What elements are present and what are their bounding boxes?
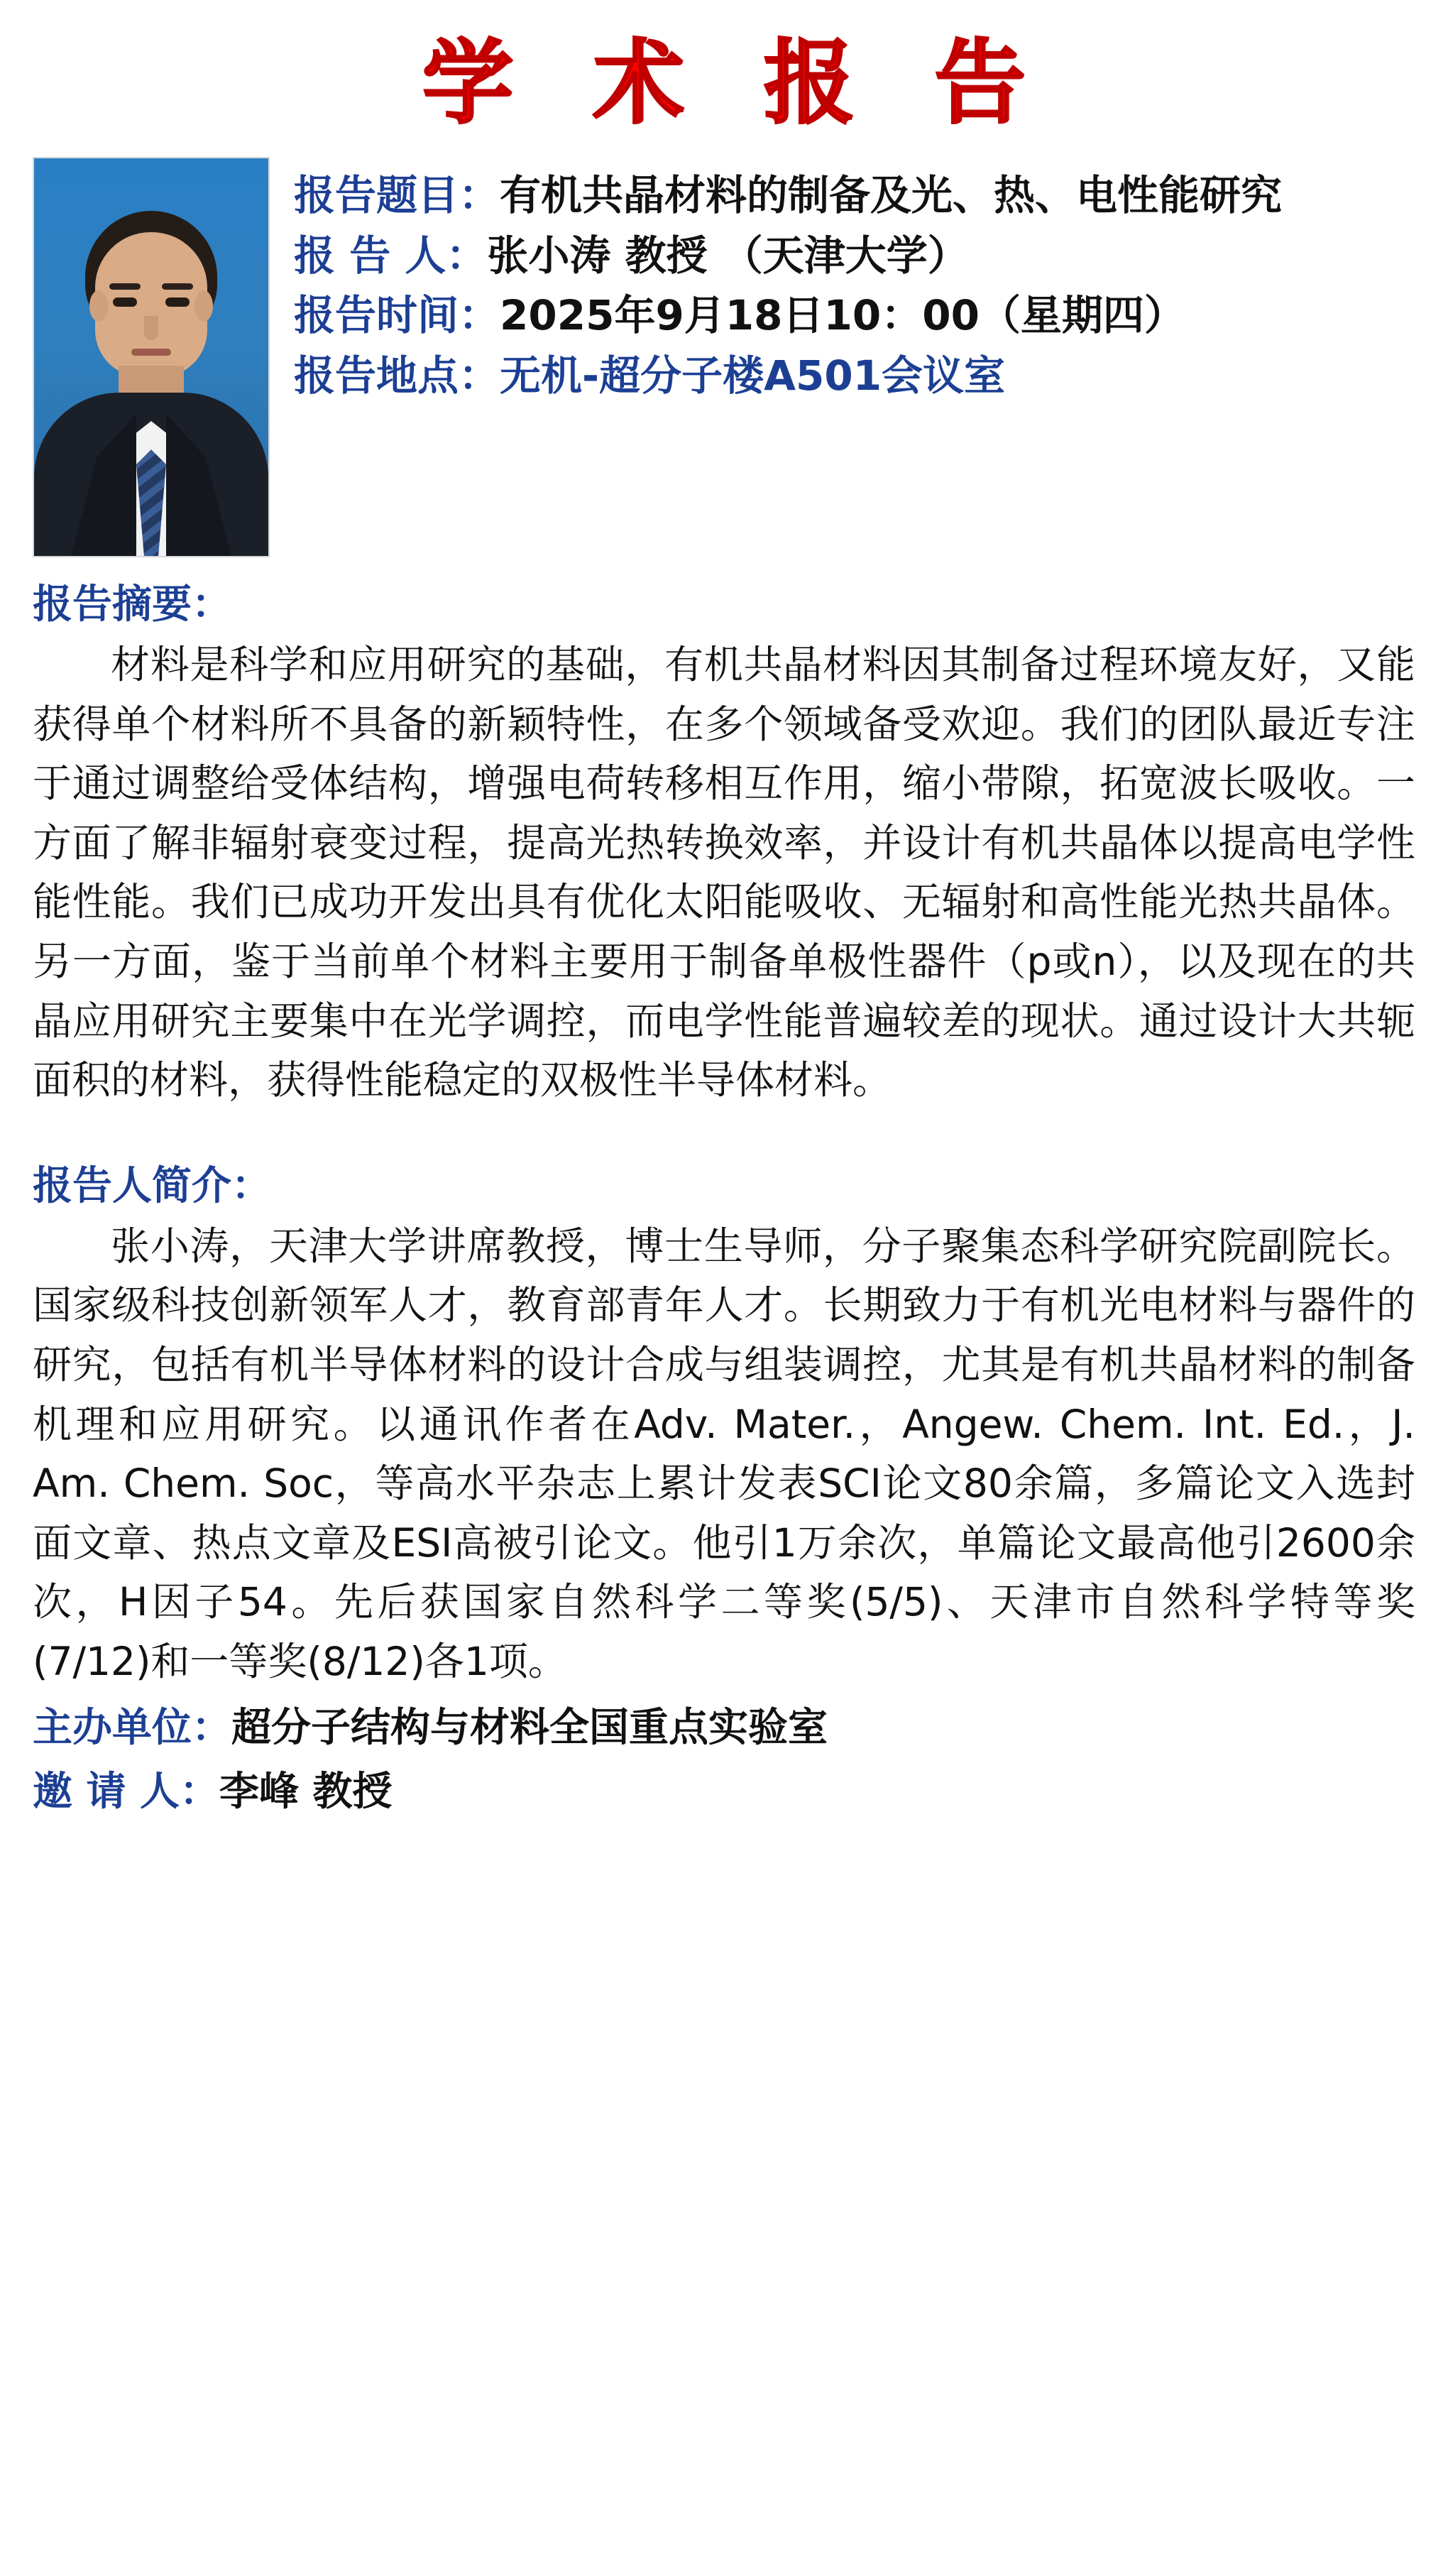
portrait-brow-right bbox=[162, 283, 193, 290]
talk-topic-value: 有机共晶材料的制备及光、热、电性能研究 bbox=[500, 171, 1283, 220]
talk-time-value: 2025年9月18日10：00（星期四） bbox=[500, 291, 1185, 340]
organizer-label: 主办单位： bbox=[33, 1704, 231, 1751]
talk-topic-row bbox=[294, 168, 1415, 223]
talk-speaker-label: 报 告 人： bbox=[294, 231, 488, 280]
bio-heading: 报告人简介： bbox=[33, 1162, 271, 1209]
poster-title-container bbox=[33, 20, 1415, 150]
bio-text: 张小涛，天津大学讲席教授，博士生导师，分子聚集态科学研究院副院长。国家级科技创新领军人才，教育部青年人才。长期致力于有机光电材料与器件的研究，包括有机半导体材料的设计合成与组装调控，尤其是有机共晶材料的制备机理和应用研究。以通讯作者在Adv. Mater.，Angew. Chem. Int. Ed.，J. Am. Chem. Soc，等高水平杂志上累计发表SCI论文80余篇，多篇论文入选封面文章、热点文章及ESI高被引论文。他引1万余次，单篇论文最高他引2600余次，H因子54。先后获国家自然科学二等奖(5/5)、天津市自然科学特等奖(7/12)和一等奖(8/12)各1项。 bbox=[33, 1223, 1415, 1684]
talk-venue-row bbox=[294, 349, 1415, 403]
portrait-eye-left bbox=[113, 298, 137, 307]
abstract-heading: 报告摘要： bbox=[33, 582, 231, 628]
talk-venue-label: 报告地点： bbox=[294, 351, 500, 400]
talk-meta bbox=[294, 157, 1415, 408]
talk-time-label: 报告时间： bbox=[294, 291, 500, 340]
organizer-row bbox=[33, 1701, 1415, 1756]
speaker-photo bbox=[33, 157, 270, 557]
inviter-row bbox=[33, 1764, 1415, 1820]
portrait-brow-left bbox=[109, 283, 141, 290]
portrait-ear-right bbox=[194, 290, 213, 322]
talk-topic-label: 报告题目： bbox=[294, 171, 500, 220]
portrait-eye-right bbox=[165, 298, 190, 307]
inviter-label: 邀 请 人： bbox=[33, 1768, 219, 1815]
page-title: 学 术 报 告 bbox=[422, 31, 1050, 136]
portrait-ear-left bbox=[89, 290, 108, 322]
talk-time-row bbox=[294, 288, 1415, 343]
header-block bbox=[33, 157, 1415, 557]
talk-speaker-value: 张小涛 教授 （天津大学） bbox=[487, 231, 969, 280]
talk-speaker-row bbox=[294, 229, 1415, 283]
talk-venue-value: 无机-超分子楼A501会议室 bbox=[500, 351, 1006, 400]
abstract-text: 材料是科学和应用研究的基础，有机共晶材料因其制备过程环境友好，又能获得单个材料所不具备的新颖特性，在多个领域备受欢迎。我们的团队最近专注于通过调整给受体结构，增强电荷转移相互作用，缩小带隙，拓宽波长吸收。一方面了解非辐射衰变过程，提高光热转换效率，并设计有机共晶体以提高电学性能性能。我们已成功开发出具有优化太阳能吸收、无辐射和高性能光热共晶体。另一方面，鉴于当前单个材料主要用于制备单极性器件（p或n），以及现在的共晶应用研究主要集中在光学调控，而电学性能普遍较差的现状。通过设计大共轭面积的材料，获得性能稳定的双极性半导体材料。 bbox=[33, 642, 1415, 1103]
portrait-mouth bbox=[131, 349, 171, 356]
section-spacer bbox=[33, 1118, 1415, 1139]
inviter-value: 李峰 教授 bbox=[219, 1768, 393, 1815]
organizer-value: 超分子结构与材料全国重点实验室 bbox=[231, 1704, 828, 1751]
portrait-nose bbox=[144, 316, 158, 340]
